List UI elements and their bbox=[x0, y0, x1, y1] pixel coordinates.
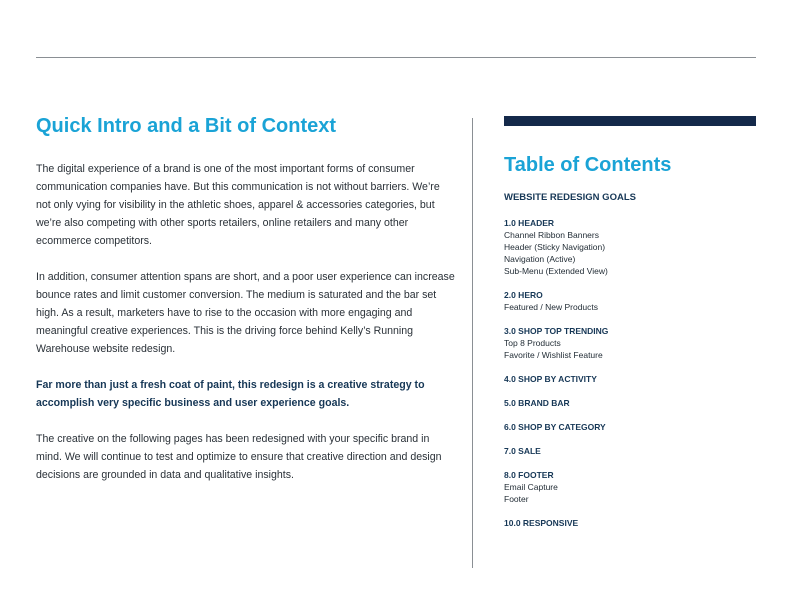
toc-section-item[interactable] bbox=[504, 397, 756, 409]
toc-subitem: Channel Ribbon Banners bbox=[504, 230, 599, 240]
toc-section-heading: 8.0 FOOTER bbox=[504, 470, 554, 480]
toc-section bbox=[504, 116, 756, 541]
toc-subitem: Featured / New Products bbox=[504, 302, 599, 312]
toc-section-heading: 10.0 RESPONSIVE bbox=[504, 518, 579, 528]
intro-paragraph-4: The creative on the following pages has been redesigned with your specific brand in mind. We will continue to test and optimize to ensure that creative direction and design decisions are grounded in data and qualitative insights. bbox=[36, 433, 442, 481]
intro-section bbox=[36, 114, 456, 502]
toc-section-heading: 6.0 SHOP BY CATEGORY bbox=[504, 422, 606, 432]
toc-goals-label: WEBSITE REDESIGN GOALS bbox=[504, 192, 636, 203]
intro-paragraph-2: In addition, consumer attention spans are short, and a poor user experience can increase bounce rates and limit customer conversion. The medium is saturated and the bar set high. As a result, marketers have to rise to the occasion with more engaging and meaningful creative experiences. This is the driving force behind Kelly’s Running Warehouse website redesign. bbox=[36, 271, 455, 355]
toc-subitem: Navigation (Active) bbox=[504, 254, 576, 264]
toc-list bbox=[504, 217, 756, 529]
toc-section-item[interactable] bbox=[504, 325, 756, 361]
toc-section-item[interactable] bbox=[504, 373, 756, 385]
toc-subitem: Sub-Menu (Extended View) bbox=[504, 266, 608, 276]
toc-section-item[interactable] bbox=[504, 217, 756, 277]
toc-section-heading: 3.0 SHOP TOP TRENDING bbox=[504, 326, 609, 336]
toc-section-item[interactable] bbox=[504, 289, 756, 313]
intro-paragraph-1: The digital experience of a brand is one of the most important forms of consumer communication companies have. But this communication is not without barriers. We’re not only vying for visibility in the athletic shoes, apparel & accessories categories, but we’re also competing with other sports retailers, online retailers and many other ecommerce competitors. bbox=[36, 163, 440, 247]
column-divider bbox=[472, 118, 473, 568]
toc-accent-bar bbox=[504, 116, 756, 126]
toc-title: Table of Contents bbox=[504, 154, 672, 176]
toc-section-item[interactable] bbox=[504, 469, 756, 505]
toc-subitem: Email Capture bbox=[504, 482, 558, 492]
toc-section-heading: 7.0 SALE bbox=[504, 446, 541, 456]
toc-section-heading: 5.0 BRAND BAR bbox=[504, 398, 570, 408]
top-divider-line bbox=[36, 57, 756, 58]
toc-section-heading: 1.0 HEADER bbox=[504, 218, 555, 228]
toc-section-heading: 2.0 HERO bbox=[504, 290, 543, 300]
toc-section-item[interactable] bbox=[504, 445, 756, 457]
toc-subitem: Footer bbox=[504, 494, 529, 504]
toc-section-item[interactable] bbox=[504, 421, 756, 433]
toc-subitem: Favorite / Wishlist Feature bbox=[504, 350, 603, 360]
toc-subitem: Header (Sticky Navigation) bbox=[504, 242, 606, 252]
toc-section-item[interactable] bbox=[504, 517, 756, 529]
toc-subitem: Top 8 Products bbox=[504, 338, 561, 348]
toc-section-heading: 4.0 SHOP BY ACTIVITY bbox=[504, 374, 597, 384]
intro-paragraph-highlight: Far more than just a fresh coat of paint, this redesign is a creative strategy to accomplish very specific business and user experience goals. bbox=[36, 379, 425, 409]
intro-title: Quick Intro and a Bit of Context bbox=[36, 115, 337, 137]
